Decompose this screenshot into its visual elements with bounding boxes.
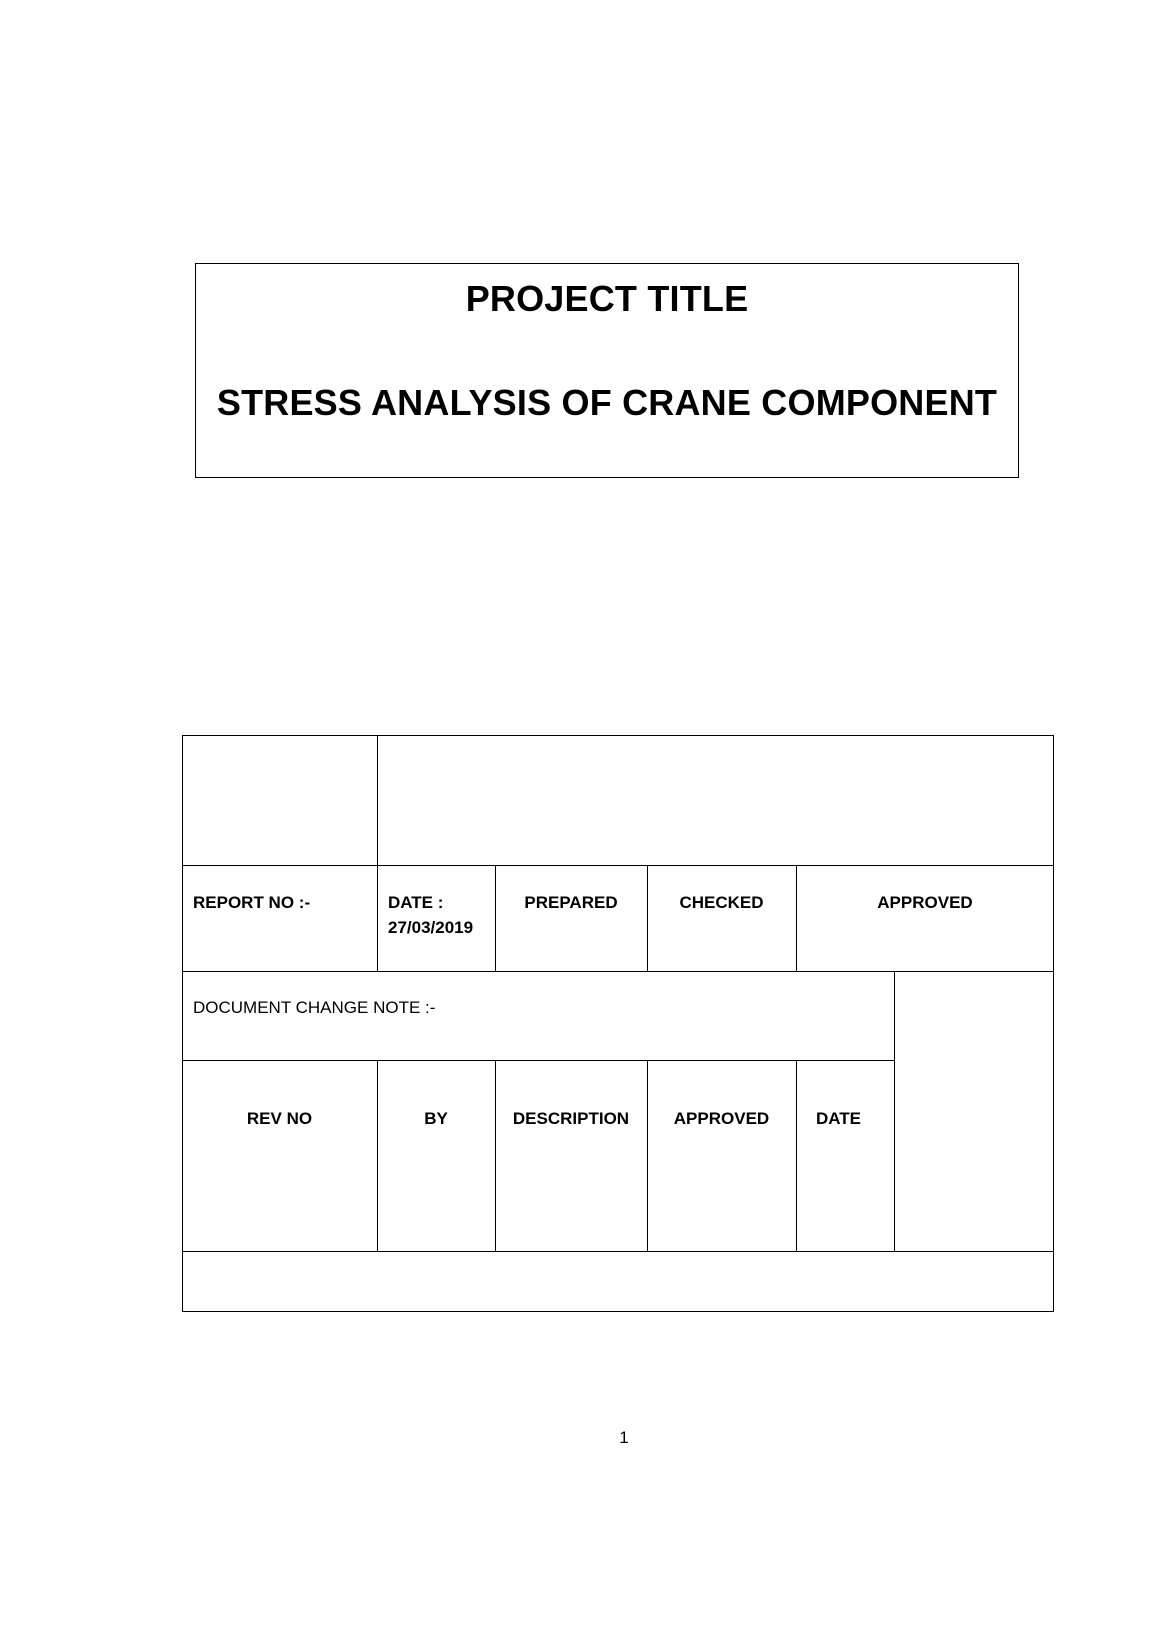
table-col-rule-7	[495, 1060, 496, 1251]
page-number: 1	[619, 1428, 629, 1447]
rev-no-header: REV NO	[246, 1109, 313, 1128]
table-col-rule-8	[647, 1060, 648, 1251]
table-rule-2	[182, 971, 1054, 972]
report-table	[182, 735, 1054, 1312]
table-col-rule-9	[796, 1060, 797, 1251]
report-no-label: REPORT NO :-	[193, 893, 311, 912]
table-col-rule-5	[894, 971, 895, 1251]
table-border-bottom	[182, 1311, 1054, 1312]
table-rule-1	[182, 865, 1054, 866]
revision-approved-header: APPROVED	[673, 1109, 770, 1128]
table-col-rule-3	[647, 865, 648, 971]
project-title-box	[195, 263, 1019, 478]
prepared-label: PREPARED	[524, 893, 618, 912]
revision-date-header: DATE	[816, 1109, 862, 1128]
table-col-rule-2	[495, 865, 496, 971]
date-label: DATE :	[388, 893, 444, 912]
document-change-note-label: DOCUMENT CHANGE NOTE :-	[193, 998, 436, 1017]
table-rule-4	[182, 1251, 1054, 1252]
table-col-rule-4	[796, 865, 797, 971]
approved-label: APPROVED	[877, 893, 973, 912]
table-rule-3	[182, 1060, 894, 1061]
table-col-rule-6	[377, 1060, 378, 1251]
project-title-heading: PROJECT TITLE	[465, 278, 749, 319]
project-name: STRESS ANALYSIS OF CRANE COMPONENT	[216, 382, 998, 423]
by-header: BY	[424, 1109, 448, 1128]
table-col-rule-1	[377, 735, 378, 971]
checked-label: CHECKED	[679, 893, 764, 912]
date-value: 27/03/2019	[388, 918, 474, 937]
table-border-top	[182, 735, 1054, 736]
table-border-right	[1053, 735, 1054, 1312]
table-border-left	[182, 735, 183, 1312]
description-header: DESCRIPTION	[512, 1109, 630, 1128]
